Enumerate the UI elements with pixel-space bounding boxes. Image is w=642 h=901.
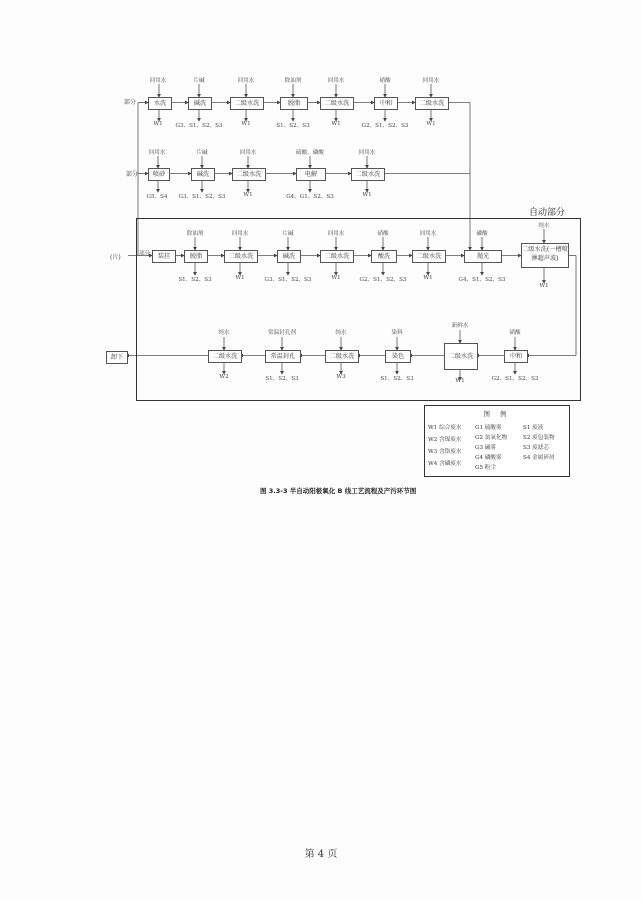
row3-step8-input: 磷酸 [476,231,488,237]
row4-step2-input: 常温封孔剂 [268,330,296,336]
row3-step2-output: S1、S2、S3 [178,277,212,283]
row4-step6-box: 中和 [504,350,528,363]
row1-step4-box: 脱脂 [280,97,308,110]
row3-step5-output: W1 [331,275,341,281]
figure-caption: 图 3.3-3 半自动阳极氧化 B 线工艺流程及产污环节图 [260,487,417,495]
legend-item: G1 硫酸雾 [475,425,502,431]
row3-step5-input: 回用水 [327,231,345,237]
legend-item: W1 综合废水 [428,425,462,431]
row2-step1-box: 喷砂 [148,168,170,181]
legend-item: G3 碱雾 [475,445,496,451]
row1-step3-input: 回用水 [237,78,255,84]
row1-step6-box: 中和 [374,97,398,110]
legend-item: S1 废液 [523,425,544,431]
row1-step6-output: G2、S1、S2、S3 [361,123,409,129]
row2-step3-box: 二级水洗 [232,168,266,181]
legend-item: S3 废滤芯 [523,445,549,451]
row1-step5-output: W1 [331,121,341,127]
row1-step5-box: 二级水洗 [320,97,354,110]
row2-step2-box: 碱洗 [191,168,215,181]
row1-step1-input: 回用水 [149,78,167,84]
row1-step5-input: 回用水 [327,78,345,84]
row1-step7-box: 二级水洗 [415,97,449,110]
row4-step4-output: S1、S2、S3 [380,376,414,382]
row4-step5-output: W1 [455,378,465,384]
legend-item: S4 金属碎屑 [523,455,555,461]
row1-step4-output: S1、S2、S3 [276,123,310,129]
row2-step4-output: G4、G1、S2、S3 [286,194,334,200]
row3-step7-input: 回用水 [419,231,437,237]
legend-item: W2 含镍废水 [428,437,462,443]
row3-step6-input: 硝酸 [377,231,389,237]
row4-step4-input: 染料 [391,330,403,336]
row4-step1-box: 二级水洗 [208,350,242,363]
legend-item: G4 磷酸雾 [475,455,502,461]
row3-step1-box: 装挂 [152,250,176,263]
row1-step2-output: G3、S1、S2、S3 [175,123,223,129]
row1-step4-input: 除油剂 [284,78,302,84]
row4-step6-output: G2、S1、S2、S3 [491,376,539,382]
row1-step1-output: W1 [153,121,163,127]
row4-step3-output: W3 [336,374,346,380]
row3-step2-box: 脱脂 [184,250,208,263]
row3-step9-input: 纯水 [538,223,550,229]
row3-step7-box: 二级水洗 [412,250,446,263]
auto-section-label: 自动部分 [529,208,566,218]
row4-step1-input: 纯水 [218,330,230,336]
row3-step9-output: W1 [539,283,549,289]
row2-step4-input: 硫酸、磷酸 [296,150,324,156]
row3-step3-output: W1 [235,275,245,281]
row3-step7-output: W1 [423,275,433,281]
legend-item: G5 粉尘 [475,465,496,471]
row2-step5-input: 回用水 [358,150,376,156]
row3-step3-input: 回用水 [231,231,249,237]
row1-step7-output: W1 [426,121,436,127]
row3-start-sub-label: 部分 [139,251,151,257]
row1-step2-box: 碱洗 [188,97,212,110]
row4-step5-box: 二级水洗 [444,343,478,370]
row4-end-box: 卸下 [106,351,128,364]
row3-start-label: (片) [110,254,121,261]
row4-step1-output: W2 [219,374,229,380]
legend-item: G2 氮氧化物 [475,435,508,441]
row3-step6-output: G2、S1、S2、S3 [359,277,407,283]
row3-step4-input: 片碱 [282,231,294,237]
row1-step2-input: 片碱 [193,78,205,84]
row2-step1-output: G5、S4 [146,194,168,200]
row4-step5-input: 新鲜水 [451,323,469,329]
row2-step3-output: W1 [243,192,253,198]
row4-step6-input: 硝酸 [509,330,521,336]
row2-side-label: 部分 [126,171,139,178]
row1-step6-input: 硝酸 [379,78,391,84]
row3-step8-box: 抛光 [464,250,502,263]
row2-step1-input: 回用水 [148,150,166,156]
row4-step3-input: 纯水 [335,330,347,336]
row4-step2-box: 常温封孔 [265,350,301,363]
legend-title: 图 例 [483,410,511,418]
row3-step6-box: 酸洗 [371,250,397,263]
row3-step4-output: G3、S1、S2、S3 [264,277,312,283]
row1-side-label: 部分 [124,99,137,106]
page-number: 第 4 页 [304,849,338,860]
row1-step3-box: 二级水洗 [230,97,264,110]
row2-step2-output: G3、S1、S2、S3 [178,194,226,200]
row3-step8-output: G4、S1、S2、S3 [458,277,506,283]
legend-item: W4 含磷废水 [428,461,462,467]
row4-step2-output: S1、S2、S3 [265,376,299,382]
row2-step5-box: 二级水洗 [351,168,385,181]
row2-step3-input: 回用水 [239,150,257,156]
row2-step4-box: 电解 [296,168,326,181]
row3-step4-box: 碱洗 [277,250,301,263]
row1-step1-box: 水洗 [148,97,172,110]
legend-item: S2 废包装物 [523,435,555,441]
row3-step2-input: 除油剂 [186,231,204,237]
row4-step4-box: 染色 [385,350,411,363]
row1-step3-output: W1 [241,121,251,127]
row1-step7-input: 回用水 [422,78,440,84]
row4-step3-box: 二级水洗 [325,350,359,363]
legend-item: W3 含铬废水 [428,449,462,455]
row3-step5-box: 二级水洗 [320,250,354,263]
row3-step9-box: 二级水洗(一槽喷淋超声波) [521,243,569,268]
legend [424,405,570,477]
row3-step3-box: 二级水洗 [224,250,258,263]
row2-step2-input: 片碱 [196,150,208,156]
row2-step5-output: W1 [362,192,372,198]
